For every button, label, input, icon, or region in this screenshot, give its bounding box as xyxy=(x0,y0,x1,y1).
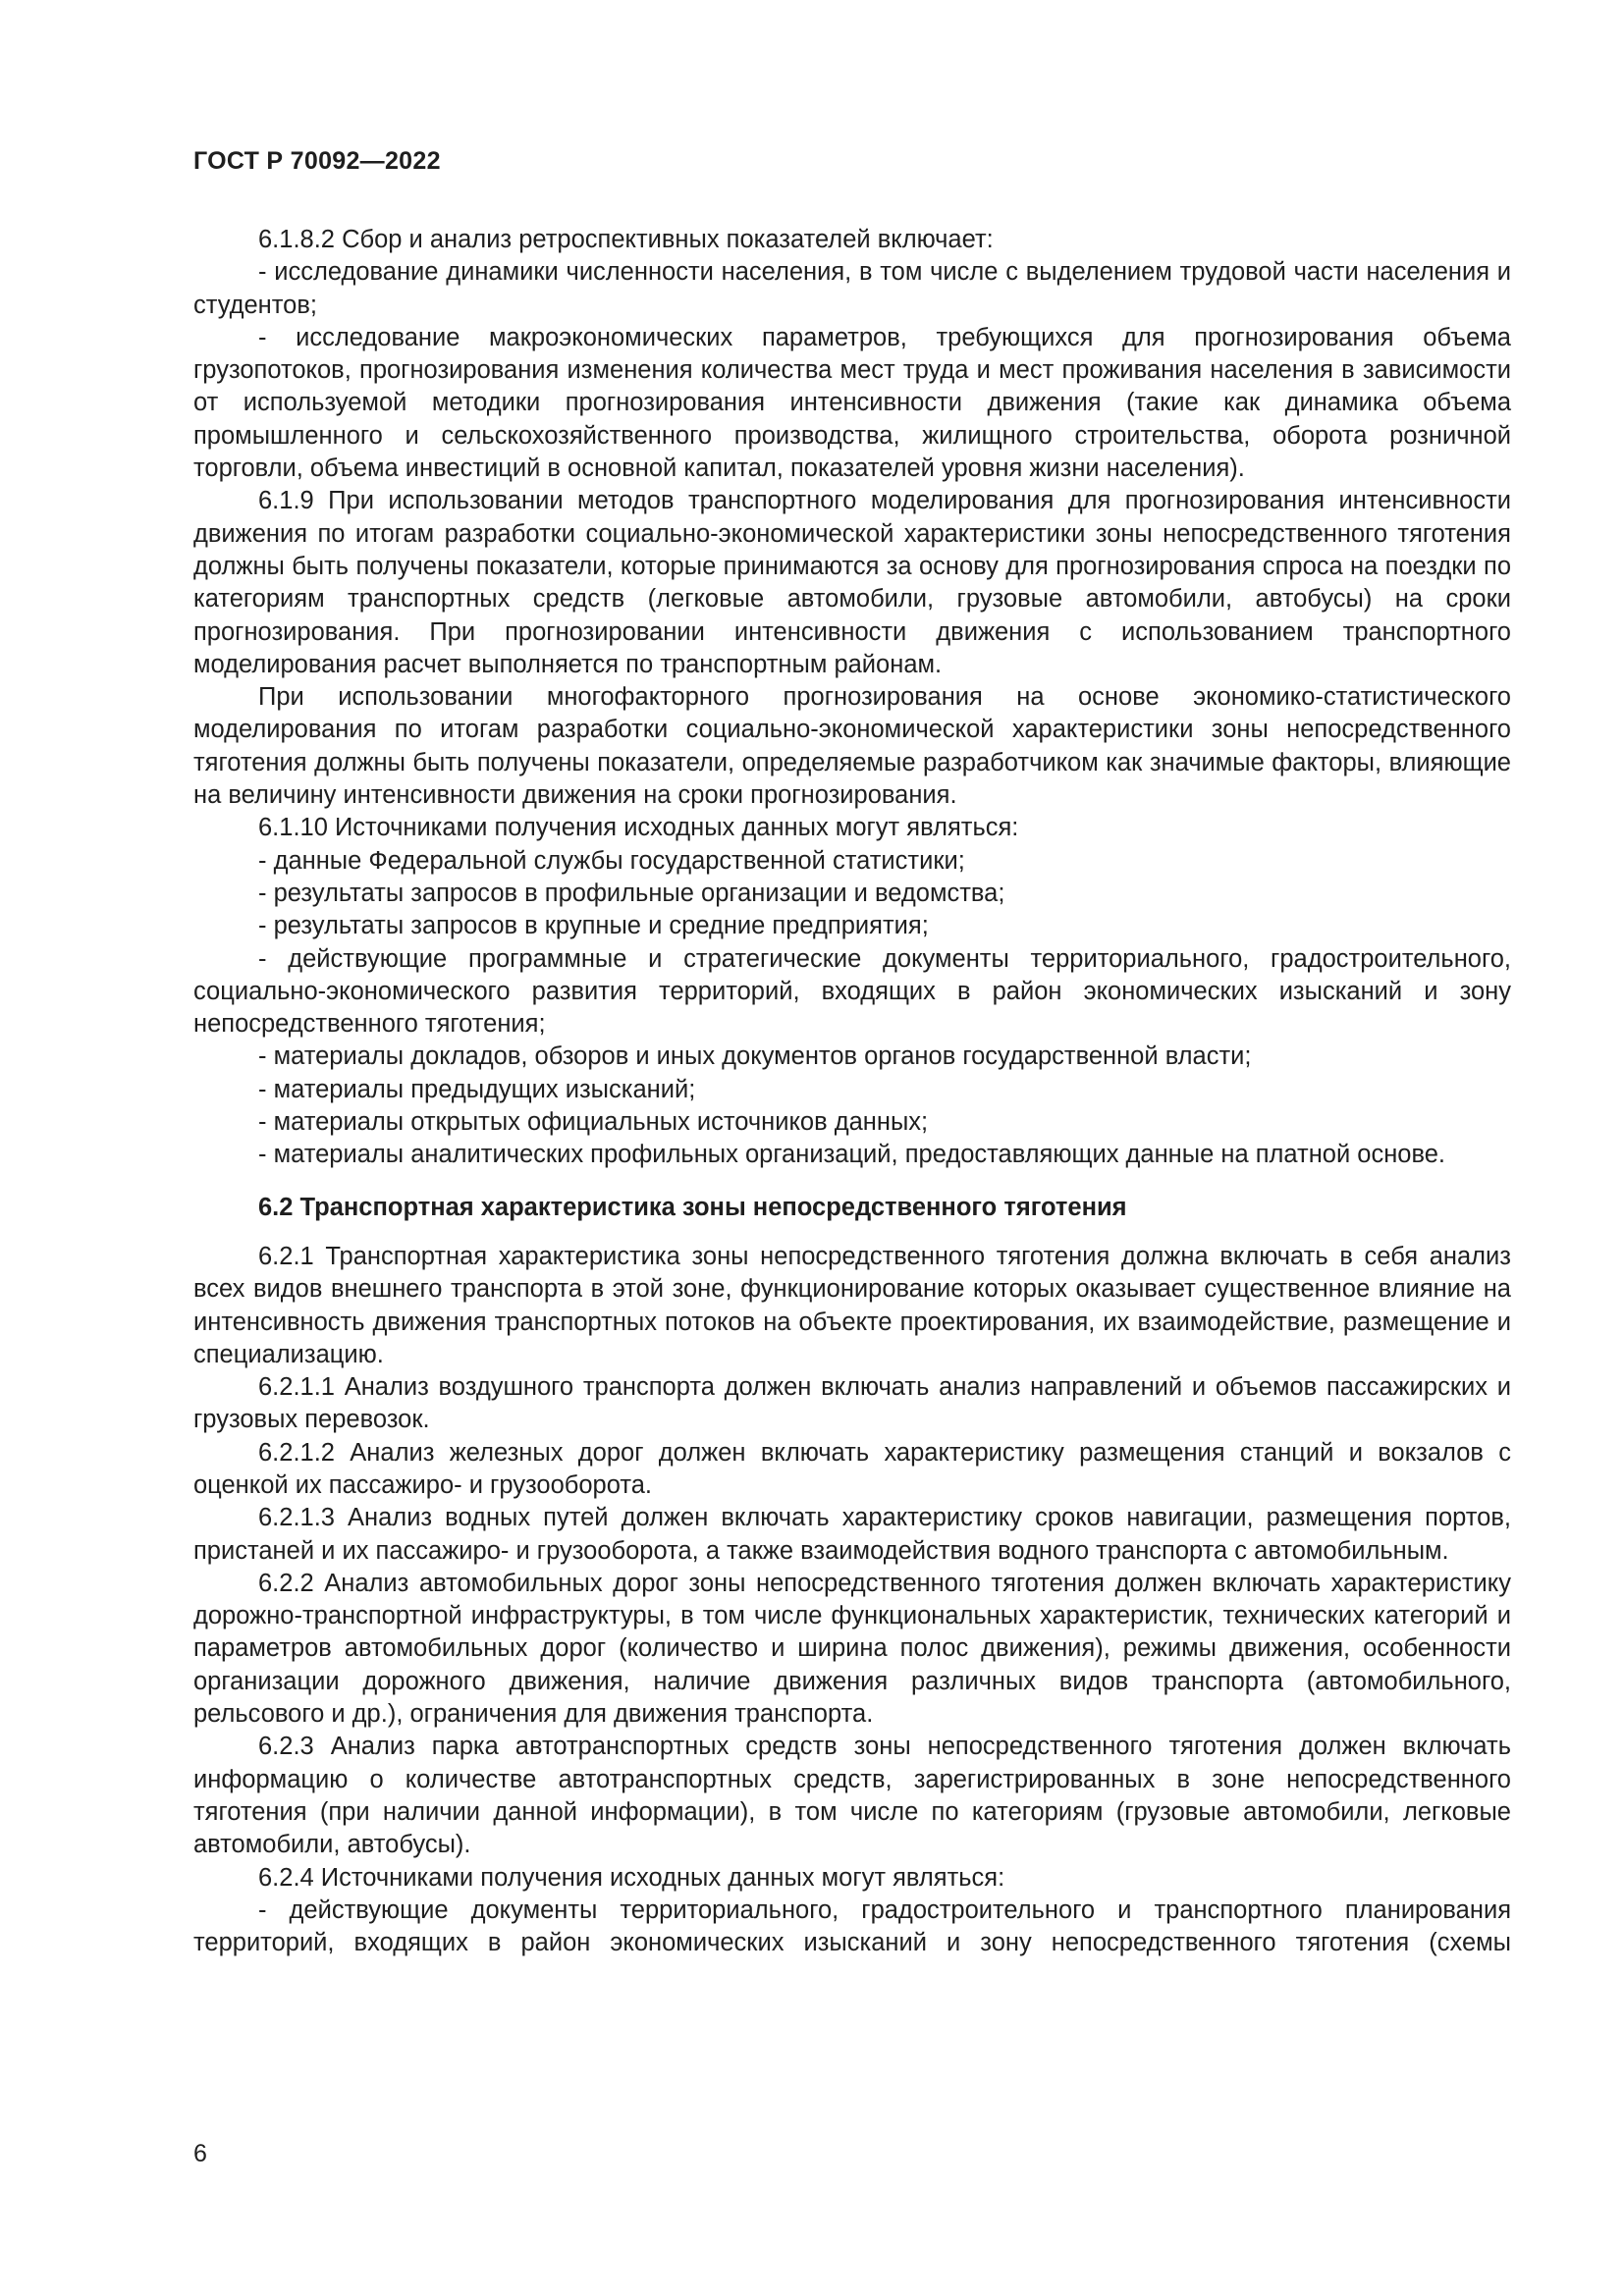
paragraph: 6.2.1 Транспортная характеристика зоны непосредственного тяготения должна включать в себя анализ всех видов внешнего транспорта в этой зоне, функционирование которых оказывает существенное влияние на интенсивность движения транспортных потоков на объекте проектирования, их взаимодействие, размещение и специализацию. xyxy=(193,1242,1511,1368)
paragraph: 6.2.1.3 Анализ водных путей должен включать характеристику сроков навигации, размещения портов, пристаней и их пассажиро- и грузооборота, а также взаимодействия водного транспорта с автомобильным. xyxy=(193,1504,1511,1565)
list-item: - результаты запросов в профильные организации и ведомства; xyxy=(258,879,1005,907)
paragraph: 6.2.2 Анализ автомобильных дорог зоны непосредственного тяготения должен включать характеристику дорожно-транспортной инфраструктуры, в том числе функциональных характеристик, технических категорий и параметров автомобильных дорог (количество и ширина полос движения), режимы движения, особенности организации дорожного движения, наличие движения различных видов транспорта (автомобильного, рельсового и др.), ограничения для движения транспорта. xyxy=(193,1569,1511,1729)
paragraph: При использовании многофакторного прогнозирования на основе экономико-статистического моделирования по итогам разработки социально-экономической характеристики зоны непосредственного тяготения должны быть получены показатели, определяемые разработчиком как значимые факторы, влияющие на величину интенсивности движения на сроки прогнозирования. xyxy=(193,683,1511,810)
paragraph: 6.1.10 Источниками получения исходных данных могут являться: xyxy=(258,814,1019,842)
document-code: ГОСТ Р 70092—2022 xyxy=(193,147,441,175)
paragraph: 6.2.3 Анализ парка автотранспортных средств зоны непосредственного тяготения должен включать информацию о количестве автотранспортных средств, зарегистрированных в зоне непосредственного тяготения (при наличии данной информации), в том числе по категориям (грузовые автомобили, легковые автомобили, автобусы). xyxy=(193,1733,1511,1859)
document-body xyxy=(193,224,1511,1959)
page-number: 6 xyxy=(193,2140,207,2167)
list-item: - материалы открытых официальных источников данных; xyxy=(258,1108,929,1137)
paragraph: 6.1.8.2 Сбор и анализ ретроспективных показателей включает: xyxy=(258,226,994,253)
list-item: - материалы аналитических профильных организаций, предоставляющих данные на платной основе. xyxy=(258,1141,1446,1169)
list-item: - материалы предыдущих изысканий; xyxy=(258,1075,696,1103)
paragraph: 6.1.9 При использовании методов транспортного моделирования для прогнозирования интенсивности движения по итогам разработки социально-экономической характеристики зоны непосредственного тяготения должны быть получены показатели, которые принимаются за основу для прогнозирования спроса на поездки по категориям транспортных средств (легковые автомобили, грузовые автомобили, автобусы) на сроки прогнозирования. При прогнозировании интенсивности движения с использованием транспортного моделирования расчет выполняется по транспортным районам. xyxy=(193,487,1511,678)
list-item: - материалы докладов, обзоров и иных документов органов государственной власти; xyxy=(258,1042,1252,1071)
list-item: - действующие программные и стратегические документы территориального, градостроительного, социально-экономического развития территорий, входящих в район экономических изысканий и зону непосредственного тяготения; xyxy=(193,944,1511,1039)
section-heading: 6.2 Транспортная характеристика зоны непосредственного тяготения xyxy=(258,1193,1127,1221)
list-item: - действующие документы территориального, градостроительного и транспортного планирования территорий, входящих в район экономических изысканий и зону непосредственного тяготения (схемы xyxy=(193,1896,1511,1957)
paragraph: 6.2.1.2 Анализ железных дорог должен включать характеристику размещения станций и вокзалов с оценкой их пассажиро- и грузооборота. xyxy=(193,1438,1511,1499)
paragraph: 6.2.1.1 Анализ воздушного транспорта должен включать анализ направлений и объемов пассажирских и грузовых перевозок. xyxy=(193,1373,1511,1434)
paragraph: 6.2.4 Источниками получения исходных данных могут являться: xyxy=(258,1863,1005,1892)
list-item: - исследование динамики численности населения, в том числе с выделением трудовой части населения и студентов; xyxy=(193,258,1511,319)
list-item: - данные Федеральной службы государственной статистики; xyxy=(258,846,965,875)
list-item: - исследование макроэкономических параметров, требующихся для прогнозирования объема грузопотоков, прогнозирования изменения количества мест труда и мест проживания населения в зависимости от используемой методики прогнозирования интенсивности движения (такие как динамика объема промышленного и сельскохозяйственного производства, жилищного строительства, оборота розничной торговли, объема инвестиций в основной капитал, показателей уровня жизни населения). xyxy=(193,323,1511,483)
list-item: - результаты запросов в крупные и средние предприятия; xyxy=(258,912,929,940)
